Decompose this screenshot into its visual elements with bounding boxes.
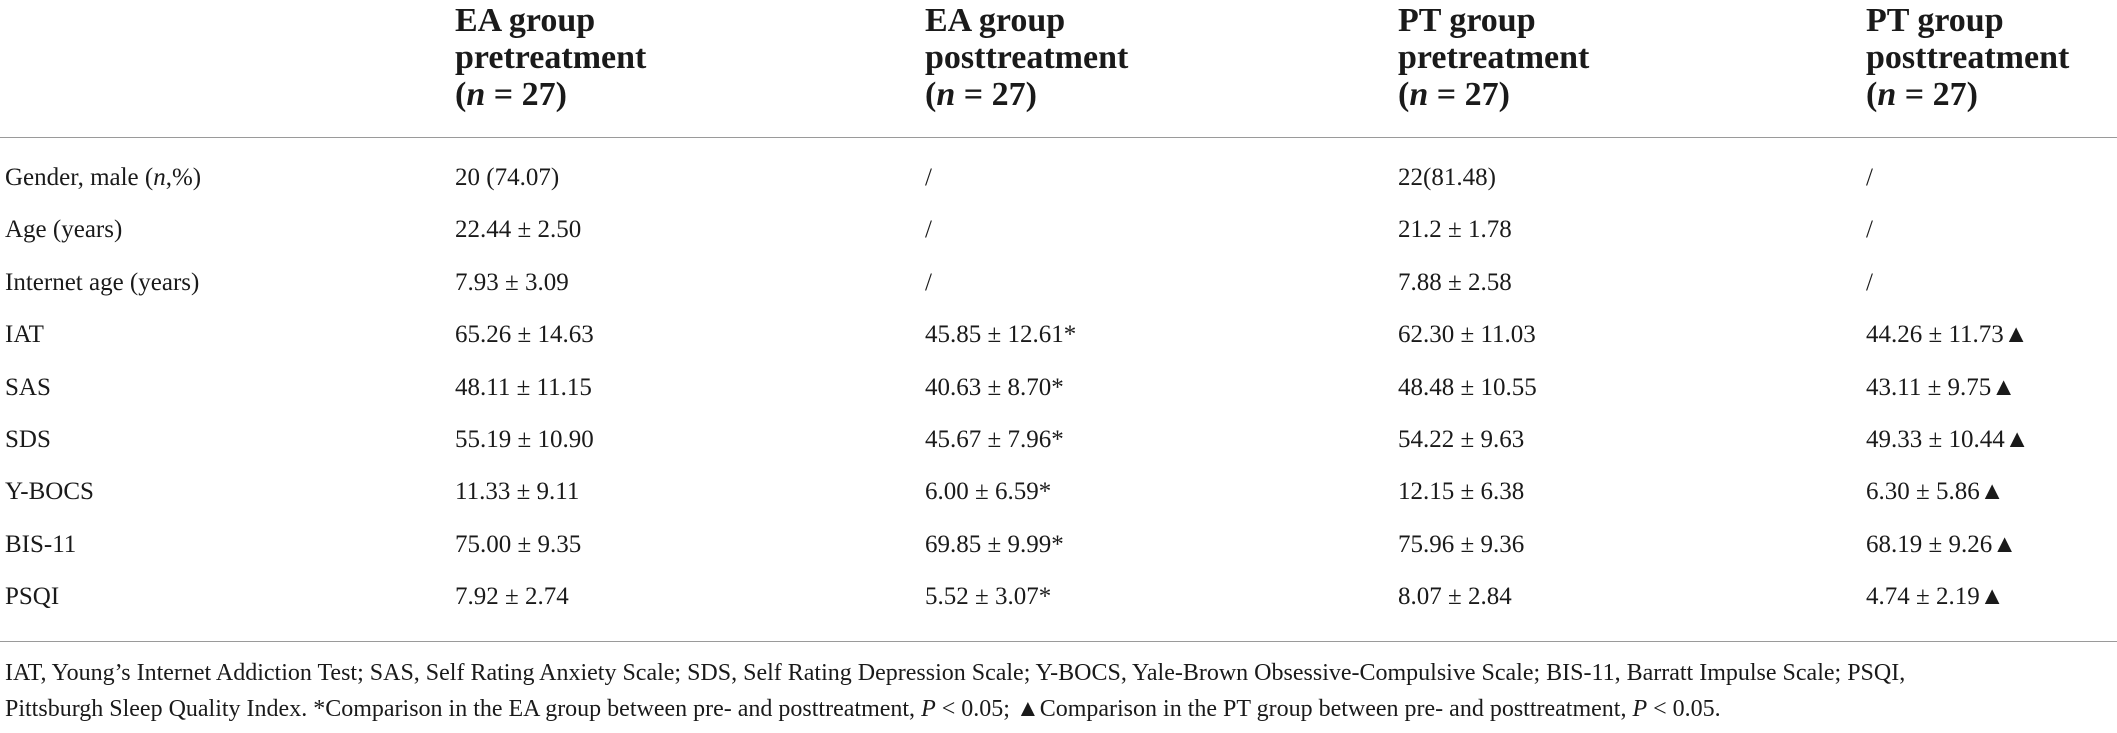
row-label: Y-BOCS: [5, 478, 94, 506]
table-row: [0, 312, 2117, 364]
cell-ea-post: 5.52 ± 3.07*: [925, 583, 1052, 611]
table-row: [0, 522, 2117, 574]
cell-pt-post: 43.11 ± 9.75▲: [1866, 373, 2017, 401]
column-header-ea-post: EA group posttreatment (n = 27): [925, 2, 1129, 113]
cell-pt-pre: 12.15 ± 6.38: [1398, 478, 1525, 506]
footnote-line-2: Pittsburgh Sleep Quality Index. *Comparison in the EA group between pre- and posttreatment, P < 0.05; ▲Comparison in the PT group between pre- and posttreatment, P < 0.05.: [5, 696, 1721, 722]
table-footnote: [5, 655, 2110, 727]
cell-pt-post: 6.30 ± 5.86▲: [1866, 478, 2005, 506]
table-header: [0, 0, 2117, 136]
row-label: Age (years): [5, 216, 123, 244]
cell-ea-pre: 7.92 ± 2.74: [455, 583, 569, 611]
cell-pt-pre: 22(81.48): [1398, 164, 1496, 191]
header-divider: [0, 137, 2117, 138]
row-label: SAS: [5, 373, 51, 401]
cell-ea-pre: 75.00 ± 9.35: [455, 530, 582, 558]
table-row: [0, 469, 2117, 521]
table-row: [0, 207, 2117, 259]
cell-pt-post: 68.19 ± 9.26▲: [1866, 530, 2017, 558]
cell-ea-pre: 55.19 ± 10.90: [455, 425, 594, 453]
cell-pt-post: 44.26 ± 11.73▲: [1866, 321, 2029, 349]
cell-pt-post: /: [1866, 216, 1873, 244]
cell-pt-pre: 75.96 ± 9.36: [1398, 530, 1525, 558]
cell-ea-post: /: [925, 268, 932, 296]
footer-divider: [0, 641, 2117, 642]
cell-pt-post: /: [1866, 268, 1873, 296]
cell-ea-post: 6.00 ± 6.59*: [925, 478, 1052, 506]
column-header-pt-pre: PT group pretreatment (n = 27): [1398, 2, 1590, 113]
cell-pt-post: /: [1866, 164, 1873, 191]
cell-pt-post: 49.33 ± 10.44▲: [1866, 425, 2030, 453]
cell-ea-pre: 22.44 ± 2.50: [455, 216, 582, 244]
row-label: Gender, male (n,%): [5, 164, 202, 191]
row-label: SDS: [5, 425, 51, 453]
row-label: PSQI: [5, 583, 60, 611]
table-row: [0, 574, 2117, 626]
cell-ea-post: 69.85 ± 9.99*: [925, 530, 1064, 558]
table-row: [0, 260, 2117, 312]
table-row: [0, 365, 2117, 417]
cell-ea-post: 45.67 ± 7.96*: [925, 425, 1064, 453]
cell-ea-post: /: [925, 164, 932, 191]
cell-pt-pre: 48.48 ± 10.55: [1398, 373, 1537, 401]
cell-pt-pre: 7.88 ± 2.58: [1398, 268, 1512, 296]
cell-pt-pre: 54.22 ± 9.63: [1398, 425, 1525, 453]
cell-pt-pre: 21.2 ± 1.78: [1398, 216, 1512, 244]
cell-ea-pre: 11.33 ± 9.11: [455, 478, 580, 506]
cell-pt-post: 4.74 ± 2.19▲: [1866, 583, 2005, 611]
cell-ea-pre: 48.11 ± 11.15: [455, 373, 592, 401]
cell-pt-pre: 8.07 ± 2.84: [1398, 583, 1512, 611]
table-body: [0, 155, 2117, 627]
cell-ea-pre: 20 (74.07): [455, 164, 560, 191]
row-label: BIS-11: [5, 530, 77, 558]
cell-ea-pre: 65.26 ± 14.63: [455, 321, 594, 349]
cell-ea-pre: 7.93 ± 3.09: [455, 268, 569, 296]
cell-pt-pre: 62.30 ± 11.03: [1398, 321, 1536, 349]
cell-ea-post: 40.63 ± 8.70*: [925, 373, 1064, 401]
cell-ea-post: 45.85 ± 12.61*: [925, 321, 1077, 349]
cell-ea-post: /: [925, 216, 932, 244]
table-row: [0, 155, 2117, 207]
row-label: Internet age (years): [5, 268, 200, 296]
column-header-pt-post: PT group posttreatment (n = 27): [1866, 2, 2070, 113]
row-label: IAT: [5, 321, 44, 349]
column-header-ea-pre: EA group pretreatment (n = 27): [455, 2, 647, 113]
table-row: [0, 417, 2117, 469]
footnote-line-1: IAT, Young’s Internet Addiction Test; SAS, Self Rating Anxiety Scale; SDS, Self Rating Depression Scale; Y-BOCS, Yale-Brown Obsessive-Compulsive Scale; BIS-11, Barratt Impulse Scale; PSQI,: [5, 660, 1906, 686]
